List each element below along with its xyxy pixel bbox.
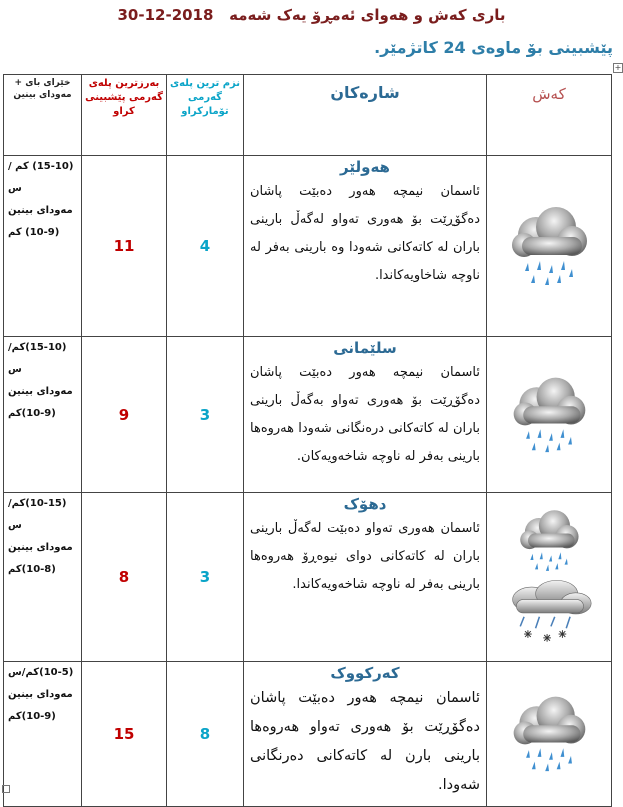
max-temp-cell: 15	[82, 662, 167, 807]
table-row	[4, 662, 612, 807]
table-row	[4, 493, 612, 662]
rain-cloud-icon	[506, 689, 592, 775]
city-cell	[244, 337, 487, 493]
wind-cell	[4, 493, 82, 662]
header-max-temp: بەرزترین پلەی گەرمی پێشبینی کراو	[82, 75, 167, 156]
visibility-value: (10-9)کم	[8, 711, 56, 722]
visibility-value: (10-8)کم	[8, 564, 56, 575]
header-cities: شارەکان	[244, 75, 487, 156]
city-cell	[244, 493, 487, 662]
rain-cloud-icon	[504, 199, 594, 289]
page-title	[0, 6, 623, 24]
visibility-label: مەودای بینین	[8, 542, 73, 553]
city-name: کەرکووک	[330, 664, 400, 682]
visibility-value: (10-9) کم	[8, 227, 60, 238]
table-header-row	[4, 75, 612, 156]
header-wind: خێرای بای + مەودای بینین	[4, 75, 82, 156]
forecast-text: ئاسمان نیمچە هەور دەبێت پاشان دەگۆڕێت بۆ هەوری تەواو بەگەڵ بارینی باران لە کاتەکانی درەنگانی شەودا هەروەها بارینی بەفر لە ناوچە شاخەویەکان.	[250, 365, 480, 464]
weather-table	[3, 74, 612, 807]
table-row	[4, 156, 612, 337]
header-weather: کەش	[487, 75, 612, 156]
forecast-text: ئاسمان نیمچە هەور دەبێت پاشان دەگۆڕێت بۆ هەوری تەواو هەروەها بارینی بارن لە کاتەکانی دەرنگانی شەودا.	[250, 690, 480, 793]
wind-cell	[4, 337, 82, 493]
page-subtitle: پێشبینی بۆ ماوەی 24 کاتژمێر.	[374, 38, 613, 57]
wind-cell	[4, 156, 82, 337]
city-cell	[244, 156, 487, 337]
rain-cloud-icon	[506, 370, 592, 456]
weather-icon-cell	[487, 662, 612, 807]
min-temp-cell: 8	[167, 662, 244, 807]
city-cell	[244, 662, 487, 807]
min-temp-cell: 4	[167, 156, 244, 337]
city-name: هەولێر	[340, 158, 390, 176]
forecast-text: ئاسمان نیمچە هەور دەبێت پاشان دەگۆڕێت بۆ هەوری تەواو لەگەڵ بارینی باران لە کاتەکانی شەودا وە بارینی بەفر لە ناوچە شاخاویەکاندا.	[250, 184, 480, 283]
table-move-handle-icon[interactable]: +	[614, 63, 622, 72]
weather-icon-cell	[487, 337, 612, 493]
forecast-text: ئاسمان هەوری تەواو دەبێت لەگەڵ بارینی باران لە کاتەکانی دوای نیوەڕۆ هەروەها بارینی بەفر لە ناوچە شاخەویەکاندا.	[250, 521, 480, 592]
title-text: باری کەش و هەوای ئەمڕۆ یەک شەمە	[229, 6, 506, 24]
min-temp-cell: 3	[167, 337, 244, 493]
wind-speed: (10-15)کم/س	[8, 498, 67, 531]
table-row	[4, 337, 612, 493]
rain-cloud-icon	[514, 504, 584, 574]
wind-speed: (10-5)کم/س	[8, 667, 74, 678]
city-name: سلێمانی	[333, 339, 397, 357]
visibility-label: مەودای بینین	[8, 386, 73, 397]
visibility-label: مەودای بینین	[8, 205, 73, 216]
max-temp-cell: 8	[82, 493, 167, 662]
visibility-value: (10-9)کم	[8, 408, 56, 419]
city-name: دهۆک	[343, 495, 387, 513]
header-min-temp: نزم ترین پلەی گەرمی تۆمارکراو	[167, 75, 244, 156]
max-temp-cell: 9	[82, 337, 167, 493]
page-corner-marker	[2, 785, 10, 793]
title-date: 2018-12-30	[117, 6, 214, 24]
snow-cloud-icon	[503, 578, 595, 646]
weather-icon-cell	[487, 156, 612, 337]
min-temp-cell: 3	[167, 493, 244, 662]
wind-speed: (15-10) کم /س	[8, 161, 74, 194]
max-temp-cell: 11	[82, 156, 167, 337]
wind-cell	[4, 662, 82, 807]
visibility-label: مەودای بینین	[8, 689, 73, 700]
wind-speed: (15-10)کم/س	[8, 342, 67, 375]
weather-icon-cell	[487, 493, 612, 662]
